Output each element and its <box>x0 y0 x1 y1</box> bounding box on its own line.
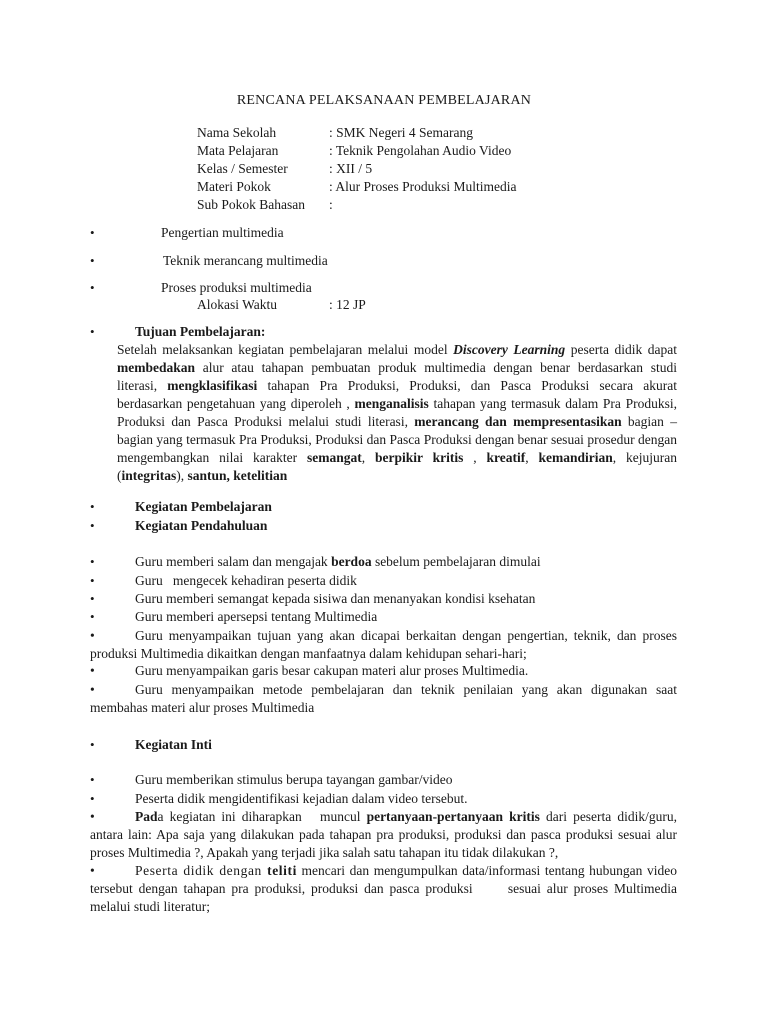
list-item: Guru mengecek kehadiran peserta didik <box>135 573 357 588</box>
bullet-icon: • <box>90 554 95 569</box>
text-run: Guru menyampaikan tujuan yang akan dicapai berkaitan dengan pengertian, teknik, dan proses produksi Multimedia dikaitkan dengan manfaatnya dalam kehidupan sehari-hari; <box>90 628 677 661</box>
text-run: , <box>525 450 539 465</box>
info-value: : Teknik Pengolahan Audio Video <box>329 143 512 158</box>
info-value: : XII / 5 <box>329 161 373 176</box>
keyword: kreatif <box>486 450 526 465</box>
document-title: RENCANA PELAKSANAAN PEMBELAJARAN <box>236 93 532 108</box>
bullet-icon: • <box>90 663 95 678</box>
bullet-icon: • <box>90 499 95 514</box>
text-run: mencari dan mengumpulkan data/informasi tentang hubungan video tersebut dengan tahapan pra produksi, produksi dan pasca produksi sesuai alur proses Multimedia melalui studi literatur; <box>90 863 681 914</box>
info-value: : <box>329 197 333 212</box>
text-run: tahapan Pra Produksi, Produksi, dan Pasca Produksi secara akurat berdasarkan pengetahuan yang diperoleh , <box>117 378 677 411</box>
text-run: tahapan yang termasuk dalam Pra Produksi, Produksi dan Pasca Produksi melalui studi literasi, <box>117 396 677 429</box>
text-run: Setelah melaksankan kegiatan pembelajaran melalui model <box>117 342 454 357</box>
bullet-icon: • <box>90 324 95 339</box>
info-row <box>197 142 517 160</box>
keyword: berpikir kritis <box>375 450 464 465</box>
info-label: Materi Pokok <box>197 179 271 194</box>
bullet-icon: • <box>90 809 95 824</box>
bullet-icon: • <box>90 225 95 240</box>
keyword: teliti <box>267 863 297 878</box>
info-value: : SMK Negeri 4 Semarang <box>329 125 473 140</box>
text-run: , <box>361 450 376 465</box>
section-heading-kegiatan-pendahuluan: Kegiatan Pendahuluan <box>135 518 268 533</box>
keyword: integritas <box>121 468 177 483</box>
info-label: Sub Pokok Bahasan <box>197 197 305 212</box>
list-item <box>135 553 541 571</box>
text-run: sebelum pembelajaran dimulai <box>371 554 541 569</box>
keyword: pertanyaan-pertanyaan kritis <box>366 809 540 824</box>
info-row <box>197 196 517 214</box>
keyword: Pad <box>135 809 158 824</box>
text-run: a kegiatan ini diharapkan muncul <box>157 809 367 824</box>
text-run: , kejujuran ( <box>117 450 678 483</box>
info-row <box>197 124 517 142</box>
info-row <box>197 178 517 196</box>
bullet-icon: • <box>90 253 95 268</box>
list-item: Peserta didik mengidentifikasi kejadian dalam video tersebut. <box>135 791 468 806</box>
bullet-icon: • <box>90 863 95 878</box>
keyword: merancang dan mempresentasikan <box>414 414 622 429</box>
list-item: Guru memberi semangat kepada sisiwa dan menanyakan kondisi ksehatan <box>135 591 536 606</box>
bullet-icon: • <box>90 591 95 606</box>
text-run: Peserta didik dengan <box>135 863 268 878</box>
keyword-discovery-learning: Discovery Learning <box>453 342 566 357</box>
keyword: membedakan <box>117 360 196 375</box>
keyword: mengklasifikasi <box>167 378 258 393</box>
sub-topic-item: Proses produksi multimedia <box>161 280 312 295</box>
keyword: menganalisis <box>354 396 429 411</box>
alokasi-label: Alokasi Waktu <box>197 297 278 312</box>
sub-topic-item: Pengertian multimedia <box>161 225 284 240</box>
text-run: alur atau tahapan pembuatan produk multimedia dengan benar berdasarkan studi literasi, <box>117 360 677 393</box>
bullet-icon: • <box>90 772 95 787</box>
list-item <box>90 662 677 680</box>
list-item <box>90 681 677 717</box>
section-heading-kegiatan-pembelajaran: Kegiatan Pembelajaran <box>135 499 272 514</box>
text-run: dari peserta didik/guru, antara lain: Apa saja yang dilakukan pada tahapan pra produksi, produksi dan pasca produksi sesuai alur proses Multimedia ?, Apakah yang terjadi jika salah satu tahapan itu tidak dilakukan ?, <box>90 809 677 860</box>
keyword: berdoa <box>331 554 372 569</box>
alokasi-row <box>197 296 366 314</box>
list-item: Guru memberikan stimulus berupa tayangan gambar/video <box>135 772 453 787</box>
info-table <box>197 124 517 214</box>
bullet-icon: • <box>90 280 95 295</box>
bullet-icon: • <box>90 628 95 643</box>
bullet-icon: • <box>90 609 95 624</box>
info-label: Nama Sekolah <box>197 125 277 140</box>
text-run: Guru menyampaikan garis besar cakupan materi alur proses Multimedia. <box>135 663 529 678</box>
text-run: bagian – bagian yang termasuk Pra Produksi, Produksi dan Pasca Produksi dengan benar sesuai prosedur dengan mengembangkan nilai karakter <box>117 414 677 465</box>
bullet-icon: • <box>90 573 95 588</box>
text-run: Guru memberi salam dan mengajak <box>135 554 332 569</box>
text-run: peserta didik dapat <box>565 342 678 357</box>
text-run: , <box>463 450 487 465</box>
list-item <box>90 627 677 663</box>
keyword: semangat <box>307 450 362 465</box>
bullet-icon: • <box>90 682 95 697</box>
bullet-icon: • <box>90 518 95 533</box>
keyword: kemandirian <box>538 450 613 465</box>
alokasi-value: : 12 JP <box>329 297 366 312</box>
text-run: Guru menyampaikan metode pembelajaran dan teknik penilaian yang akan digunakan saat membahas materi alur proses Multimedia <box>90 682 677 715</box>
bullet-icon: • <box>90 791 95 806</box>
info-row <box>197 160 517 178</box>
list-item <box>90 862 681 916</box>
keyword: santun, ketelitian <box>187 468 288 483</box>
sub-topic-item: Teknik merancang multimedia <box>163 253 328 268</box>
section-heading-tujuan: Tujuan Pembelajaran: <box>135 324 266 339</box>
info-label: Mata Pelajaran <box>197 143 279 158</box>
list-item <box>90 808 677 862</box>
text-run: ), <box>176 468 188 483</box>
bullet-icon: • <box>90 737 95 752</box>
info-value: : Alur Proses Produksi Multimedia <box>329 179 517 194</box>
info-label: Kelas / Semester <box>197 161 288 176</box>
section-heading-kegiatan-inti: Kegiatan Inti <box>135 737 212 752</box>
tujuan-paragraph <box>117 341 677 485</box>
list-item: Guru memberi apersepsi tentang Multimedia <box>135 609 378 624</box>
